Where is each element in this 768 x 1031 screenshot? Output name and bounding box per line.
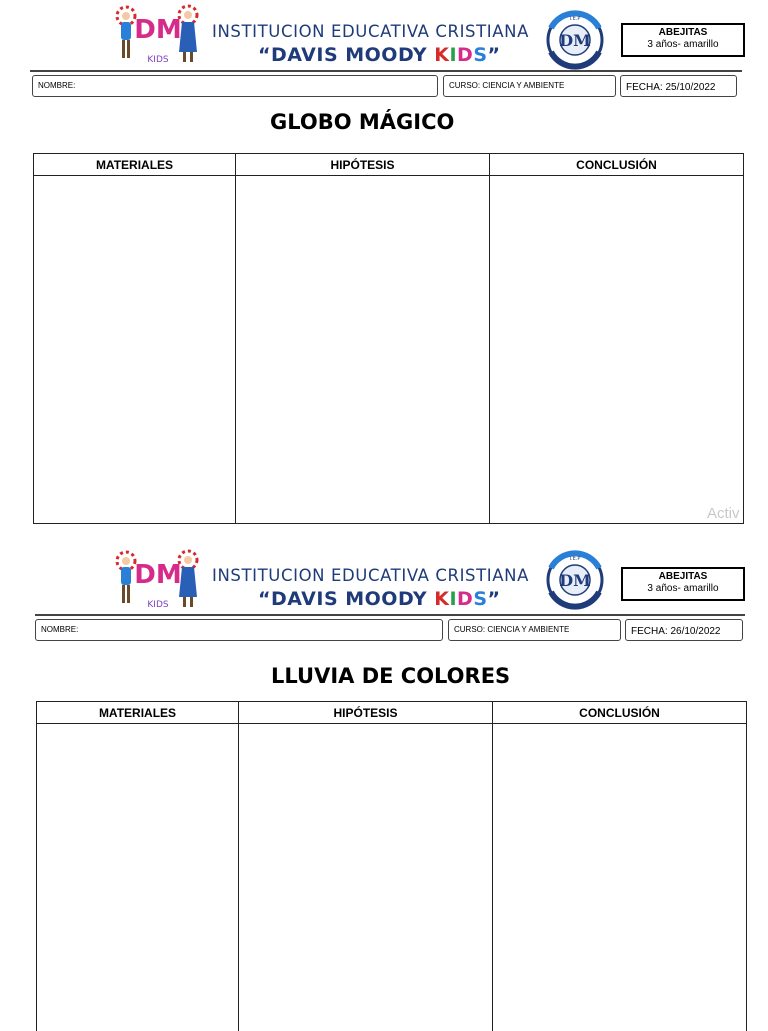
course-field: CURSO: CIENCIA Y AMBIENTE: [443, 75, 616, 97]
worksheet-table: [33, 153, 744, 524]
course-field: CURSO: CIENCIA Y AMBIENTE: [448, 619, 621, 641]
materials-column[interactable]: [34, 154, 235, 523]
svg-text:DM: DM: [134, 560, 182, 590]
school-name: INSTITUCION EDUCATIVA CRISTIANA: [212, 22, 529, 41]
hypothesis-column[interactable]: [235, 154, 489, 523]
column-header: HIPÓTESIS: [239, 702, 492, 724]
svg-text:DM: DM: [559, 31, 591, 50]
column-header: HIPÓTESIS: [236, 154, 489, 176]
worksheet-table: [36, 701, 747, 1031]
column-header: MATERIALES: [34, 154, 235, 176]
svg-text:I.E.P: I.E.P: [569, 16, 581, 22]
svg-text:DM: DM: [559, 571, 591, 590]
school-seal-icon: [543, 550, 607, 610]
activation-watermark: Activ: [707, 505, 740, 522]
school-brand: “DAVIS MOODY KIDS”: [258, 44, 501, 66]
davis-moody-kids-logo-icon: [112, 547, 204, 615]
school-name: INSTITUCION EDUCATIVA CRISTIANA: [212, 566, 529, 585]
class-name: ABEJITAS: [658, 27, 708, 38]
name-field[interactable]: NOMBRE:: [32, 75, 438, 97]
svg-text:DM: DM: [134, 15, 182, 45]
school-seal-icon: [543, 10, 607, 70]
date-field: FECHA: 25/10/2022: [620, 75, 737, 97]
worksheet-title: LLUVIA DE COLORES: [271, 664, 511, 688]
column-header: CONCLUSIÓN: [493, 702, 746, 724]
davis-moody-kids-logo-icon: [112, 2, 204, 70]
date-field: FECHA: 26/10/2022: [625, 619, 743, 641]
name-field[interactable]: NOMBRE:: [35, 619, 443, 641]
class-age-color: 3 años- amarillo: [647, 583, 719, 594]
svg-text:KIDS: KIDS: [147, 55, 169, 65]
hypothesis-column[interactable]: [238, 702, 492, 1031]
school-brand: “DAVIS MOODY KIDS”: [258, 588, 501, 610]
class-badge: [621, 567, 745, 601]
class-name: ABEJITAS: [658, 571, 708, 582]
svg-text:KIDS: KIDS: [147, 600, 169, 610]
class-badge: [621, 23, 745, 57]
conclusion-column[interactable]: [492, 702, 746, 1031]
conclusion-column[interactable]: [489, 154, 743, 523]
worksheet-lluvia-de-colores: [0, 545, 768, 1024]
class-age-color: 3 años- amarillo: [647, 39, 719, 50]
svg-text:I.E.P: I.E.P: [569, 556, 581, 562]
worksheet-title: GLOBO MÁGICO: [270, 110, 455, 134]
header-rule: [35, 614, 745, 616]
column-header: MATERIALES: [37, 702, 238, 724]
materials-column[interactable]: [37, 702, 238, 1031]
header-rule: [30, 70, 742, 72]
column-header: CONCLUSIÓN: [490, 154, 743, 176]
